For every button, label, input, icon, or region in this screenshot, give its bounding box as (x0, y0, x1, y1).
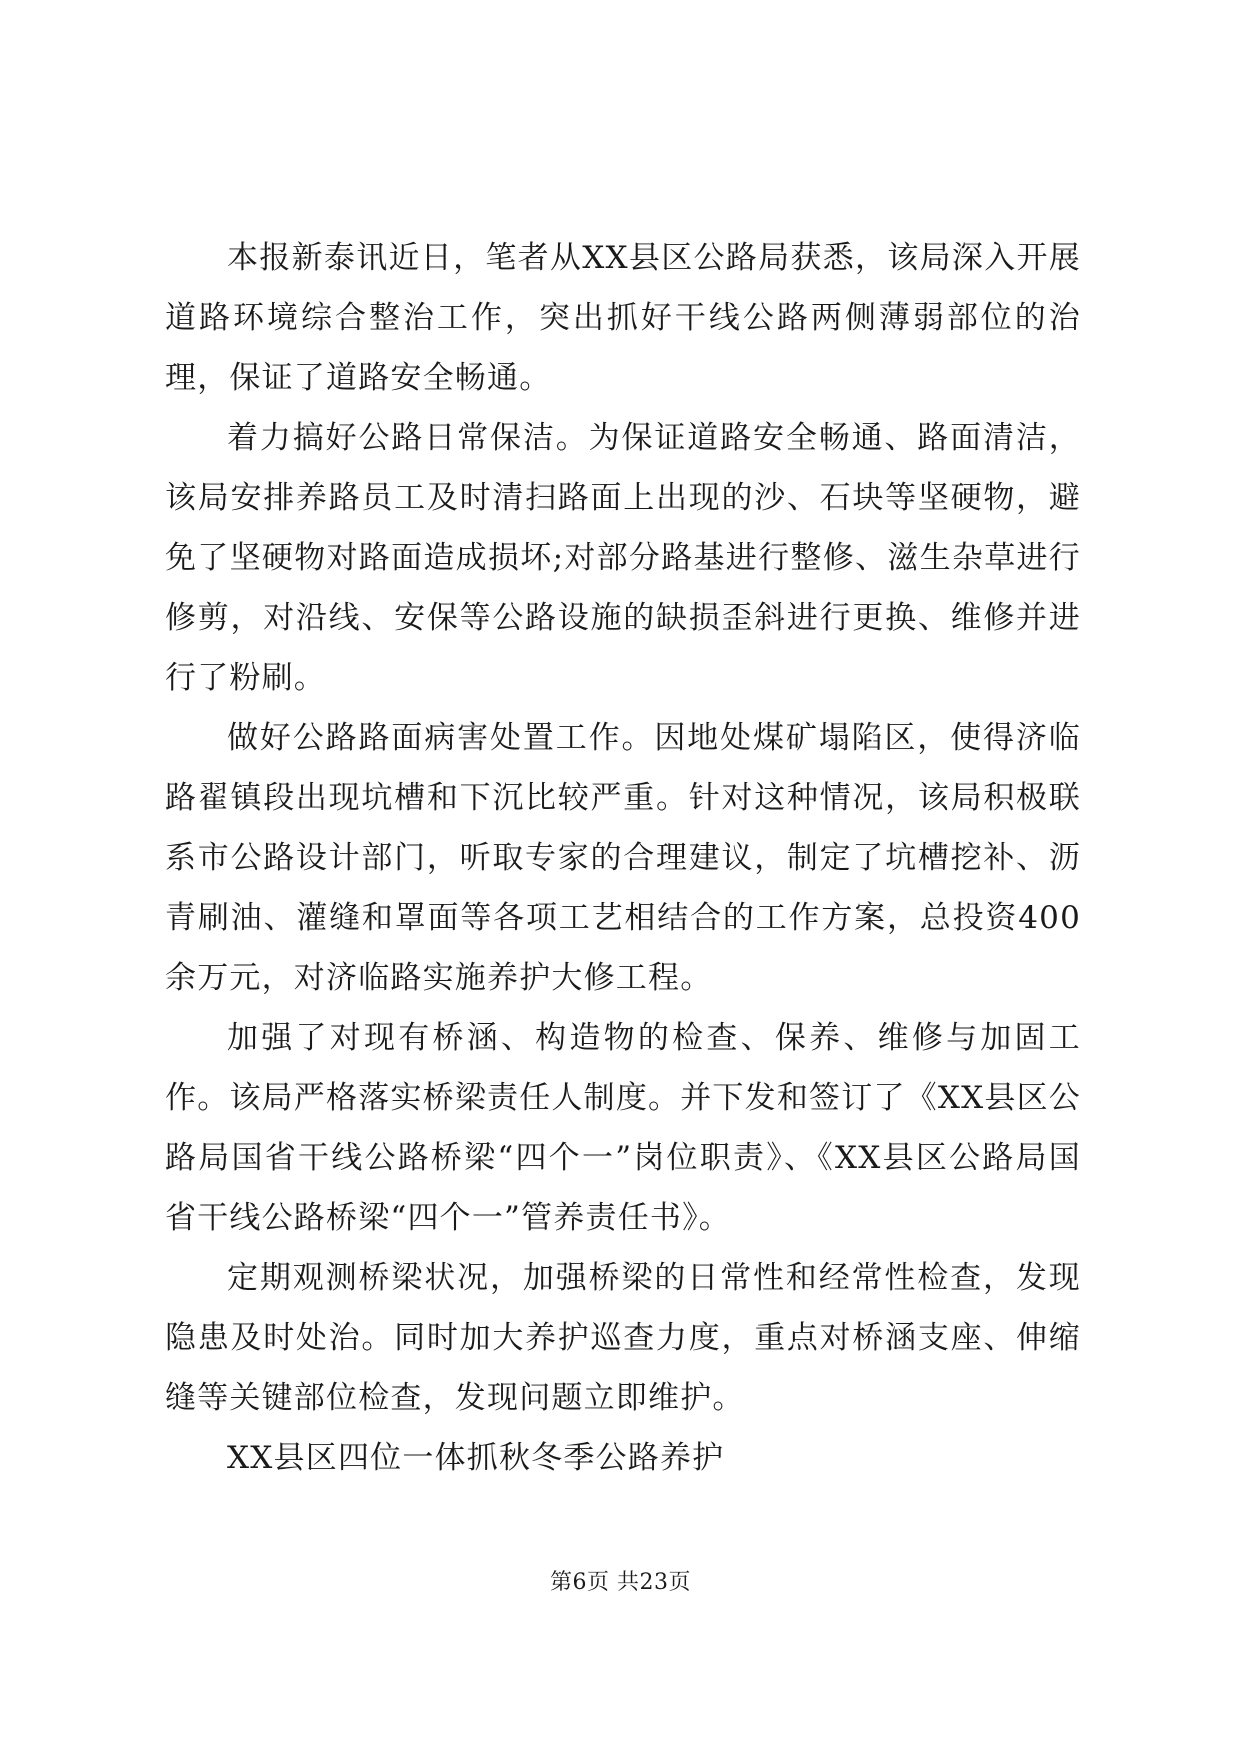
paragraph-intro: 本报新泰讯近日，笔者从XX县区公路局获悉，该局深入开展道路环境综合整治工作，突出抓好干线公路两侧薄弱部位的治理，保证了道路安全畅通。 (165, 240, 1081, 396)
paragraph-road-cleaning: 着力搞好公路日常保洁。为保证道路安全畅通、路面清洁，该局安排养路员工及时清扫路面上出现的沙、石块等坚硬物，避免了坚硬物对路面造成损坏;对部分路基进行整修、滋生杂草进行修剪，对沿线、安保等公路设施的缺损歪斜进行更换、维修并进行了粉刷。 (165, 420, 1081, 696)
document-body (165, 228, 1081, 1488)
paragraph-bridge-inspection: 加强了对现有桥涵、构造物的检查、保养、维修与加固工作。该局严格落实桥梁责任人制度。并下发和签订了《XX县区公路局国省干线公路桥梁“四个一”岗位职责》、《XX县区公路局国省干线公路桥梁“四个一”管养责任书》。 (165, 1020, 1081, 1236)
paragraph-next-article-title: XX县区四位一体抓秋冬季公路养护 (227, 1440, 725, 1476)
page-number-footer: 第6页 共23页 (550, 1570, 691, 1595)
paragraph-pavement-repair: 做好公路路面病害处置工作。因地处煤矿塌陷区，使得济临路翟镇段出现坑槽和下沉比较严重。针对这种情况，该局积极联系市公路设计部门，听取专家的合理建议，制定了坑槽挖补、沥青刷油、灌缝和罩面等各项工艺相结合的工作方案，总投资400余万元，对济临路实施养护大修工程。 (165, 720, 1081, 996)
paragraph-bridge-monitoring: 定期观测桥梁状况，加强桥梁的日常性和经常性检查，发现隐患及时处治。同时加大养护巡查力度，重点对桥涵支座、伸缩缝等关键部位检查，发现问题立即维护。 (165, 1260, 1081, 1416)
